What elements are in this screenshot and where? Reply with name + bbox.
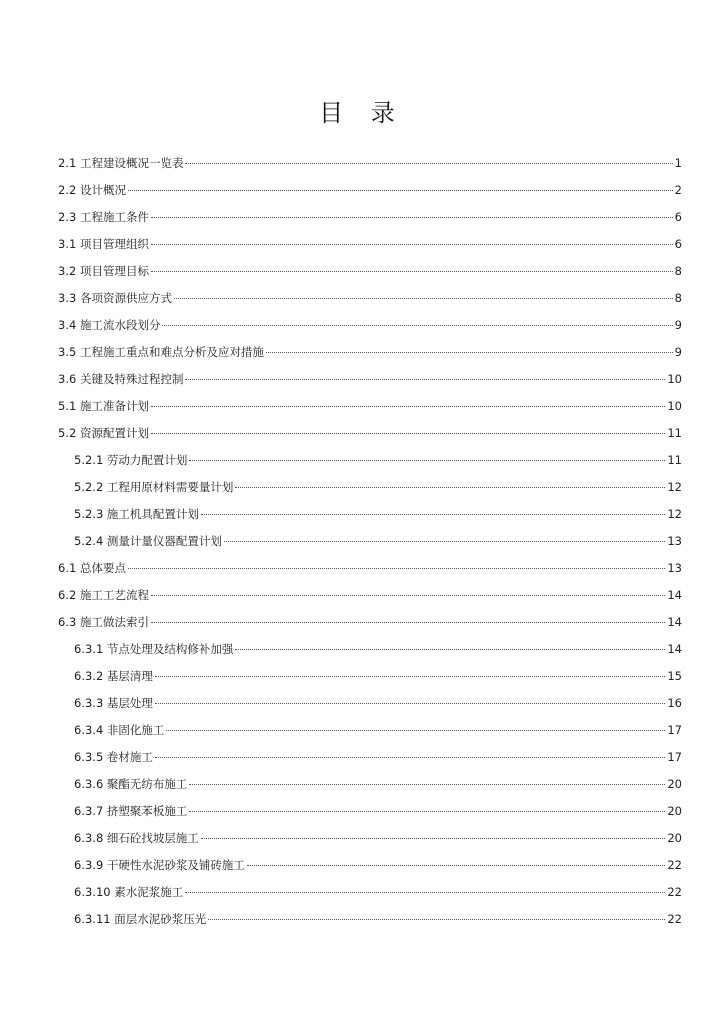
toc-page-number: 9 — [674, 345, 682, 359]
toc-entry[interactable] — [58, 798, 682, 825]
toc-entry[interactable] — [58, 771, 682, 798]
toc-entry[interactable] — [58, 717, 682, 744]
toc-page-number: 16 — [667, 696, 682, 710]
toc-dot-leader — [224, 541, 665, 542]
toc-page-number: 8 — [674, 291, 682, 305]
toc-page-number: 14 — [667, 615, 682, 629]
toc-page-number: 8 — [674, 264, 682, 278]
toc-page-number: 22 — [667, 912, 682, 926]
toc-page-number: 13 — [667, 534, 682, 548]
toc-dot-leader — [162, 325, 672, 326]
toc-entry-label: 6.3.3 基层处理 — [74, 696, 153, 710]
toc-page-number: 11 — [667, 453, 682, 467]
toc-entry[interactable] — [58, 501, 682, 528]
toc-entry-label: 6.3 施工做法索引 — [58, 615, 149, 629]
toc-page-number: 11 — [667, 426, 682, 440]
toc-dot-leader — [151, 217, 673, 218]
toc-page-number: 17 — [667, 750, 682, 764]
toc-page-number: 12 — [667, 480, 682, 494]
toc-entry-label: 6.3.10 素水泥浆施工 — [74, 885, 184, 899]
toc-entry[interactable] — [58, 285, 682, 312]
toc-entry[interactable] — [58, 528, 682, 555]
toc-entry[interactable] — [58, 366, 682, 393]
toc-page-number: 13 — [667, 561, 682, 575]
toc-page-number: 6 — [674, 237, 682, 251]
toc-dot-leader — [235, 487, 665, 488]
toc-entry-label: 5.2.2 工程用原材料需要量计划 — [74, 480, 234, 494]
toc-entry[interactable] — [58, 150, 682, 177]
toc-page-number: 9 — [674, 318, 682, 332]
toc-entry-label: 6.3.7 挤塑聚苯板施工 — [74, 804, 188, 818]
toc-page-number: 20 — [667, 777, 682, 791]
toc-page-number: 22 — [667, 858, 682, 872]
toc-entry[interactable] — [58, 582, 682, 609]
toc-entry-label: 3.6 关键及特殊过程控制 — [58, 372, 184, 386]
toc-entry[interactable] — [58, 879, 682, 906]
toc-entry[interactable] — [58, 204, 682, 231]
toc-dot-leader — [151, 271, 673, 272]
toc-dot-leader — [235, 649, 665, 650]
toc-entry-label: 3.2 项目管理目标 — [58, 264, 149, 278]
toc-dot-leader — [174, 298, 673, 299]
toc-entry[interactable] — [58, 231, 682, 258]
toc-dot-leader — [128, 568, 665, 569]
toc-entry-label: 2.1 工程建设概况一览表 — [58, 156, 184, 170]
toc-entry-label: 5.2 资源配置计划 — [58, 426, 149, 440]
toc-entry[interactable] — [58, 420, 682, 447]
toc-dot-leader — [208, 919, 665, 920]
toc-entry-label: 6.3.4 非固化施工 — [74, 723, 165, 737]
toc-dot-leader — [151, 433, 665, 434]
toc-page-number: 6 — [674, 210, 682, 224]
toc-entry-label: 3.1 项目管理组织 — [58, 237, 149, 251]
toc-dot-leader — [201, 838, 665, 839]
toc-page-number: 10 — [667, 399, 682, 413]
toc-dot-leader — [128, 190, 673, 191]
toc-dot-leader — [185, 163, 672, 164]
toc-dot-leader — [151, 406, 665, 407]
toc-dot-leader — [189, 460, 665, 461]
toc-entry-label: 3.3 各项资源供应方式 — [58, 291, 172, 305]
toc-entry-label: 5.1 施工准备计划 — [58, 399, 149, 413]
toc-entry-label: 2.3 工程施工条件 — [58, 210, 149, 224]
toc-entry-label: 6.2 施工工艺流程 — [58, 588, 149, 602]
toc-dot-leader — [247, 865, 665, 866]
toc-entry[interactable] — [58, 906, 682, 933]
toc-dot-leader — [155, 757, 665, 758]
toc-entry[interactable] — [58, 474, 682, 501]
toc-dot-leader — [155, 703, 665, 704]
toc-title: 目 录 — [319, 99, 405, 127]
toc-dot-leader — [189, 811, 665, 812]
toc-page-number: 2 — [674, 183, 682, 197]
toc-page-number: 15 — [667, 669, 682, 683]
toc-entry-label: 5.2.1 劳动力配置计划 — [74, 453, 188, 467]
toc-page-number: 20 — [667, 831, 682, 845]
toc-page-number: 22 — [667, 885, 682, 899]
toc-entry-label: 6.3.5 卷材施工 — [74, 750, 153, 764]
toc-entry-label: 5.2.4 测量计量仪器配置计划 — [74, 534, 222, 548]
toc-entry[interactable] — [58, 312, 682, 339]
toc-entry[interactable] — [58, 609, 682, 636]
toc-entry[interactable] — [58, 258, 682, 285]
toc-entry[interactable] — [58, 663, 682, 690]
toc-entry[interactable] — [58, 852, 682, 879]
toc-entry[interactable] — [58, 690, 682, 717]
toc-page-number: 12 — [667, 507, 682, 521]
toc-entry-label: 6.3.2 基层清理 — [74, 669, 153, 683]
toc-dot-leader — [166, 730, 665, 731]
toc-dot-leader — [151, 244, 673, 245]
toc-entry[interactable] — [58, 177, 682, 204]
toc-entry-label: 6.3.9 干硬性水泥砂浆及铺砖施工 — [74, 858, 245, 872]
toc-entry-label: 6.3.8 细石砼找坡层施工 — [74, 831, 199, 845]
toc-entry-label: 6.3.6 聚酯无纺布施工 — [74, 777, 188, 791]
toc-page-number: 17 — [667, 723, 682, 737]
toc-entry[interactable] — [58, 636, 682, 663]
toc-entry[interactable] — [58, 447, 682, 474]
toc-entry[interactable] — [58, 339, 682, 366]
toc-entry-label: 2.2 设计概况 — [58, 183, 126, 197]
toc-dot-leader — [151, 595, 665, 596]
toc-entry[interactable] — [58, 825, 682, 852]
toc-dot-leader — [155, 676, 665, 677]
toc-page-number: 10 — [667, 372, 682, 386]
toc-entry[interactable] — [58, 744, 682, 771]
toc-page-number: 14 — [667, 588, 682, 602]
toc-page-number: 1 — [674, 156, 682, 170]
toc-entry-label: 6.3.11 面层水泥砂浆压光 — [74, 912, 207, 926]
toc-entry-label: 6.1 总体要点 — [58, 561, 126, 575]
toc-entry-label: 3.4 施工流水段划分 — [58, 318, 161, 332]
toc-page-number: 14 — [667, 642, 682, 656]
toc-entry[interactable] — [58, 393, 682, 420]
toc-entry-label: 6.3.1 节点处理及结构修补加强 — [74, 642, 234, 656]
toc-dot-leader — [201, 514, 665, 515]
toc-dot-leader — [185, 892, 665, 893]
toc-dot-leader — [185, 379, 665, 380]
toc-entry-label: 3.5 工程施工重点和难点分析及应对措施 — [58, 345, 264, 359]
toc-entry[interactable] — [58, 555, 682, 582]
toc-dot-leader — [266, 352, 673, 353]
toc-entry-label: 5.2.3 施工机具配置计划 — [74, 507, 199, 521]
toc-dot-leader — [151, 622, 665, 623]
toc-page-number: 20 — [667, 804, 682, 818]
toc-dot-leader — [189, 784, 665, 785]
toc-list — [58, 150, 682, 933]
